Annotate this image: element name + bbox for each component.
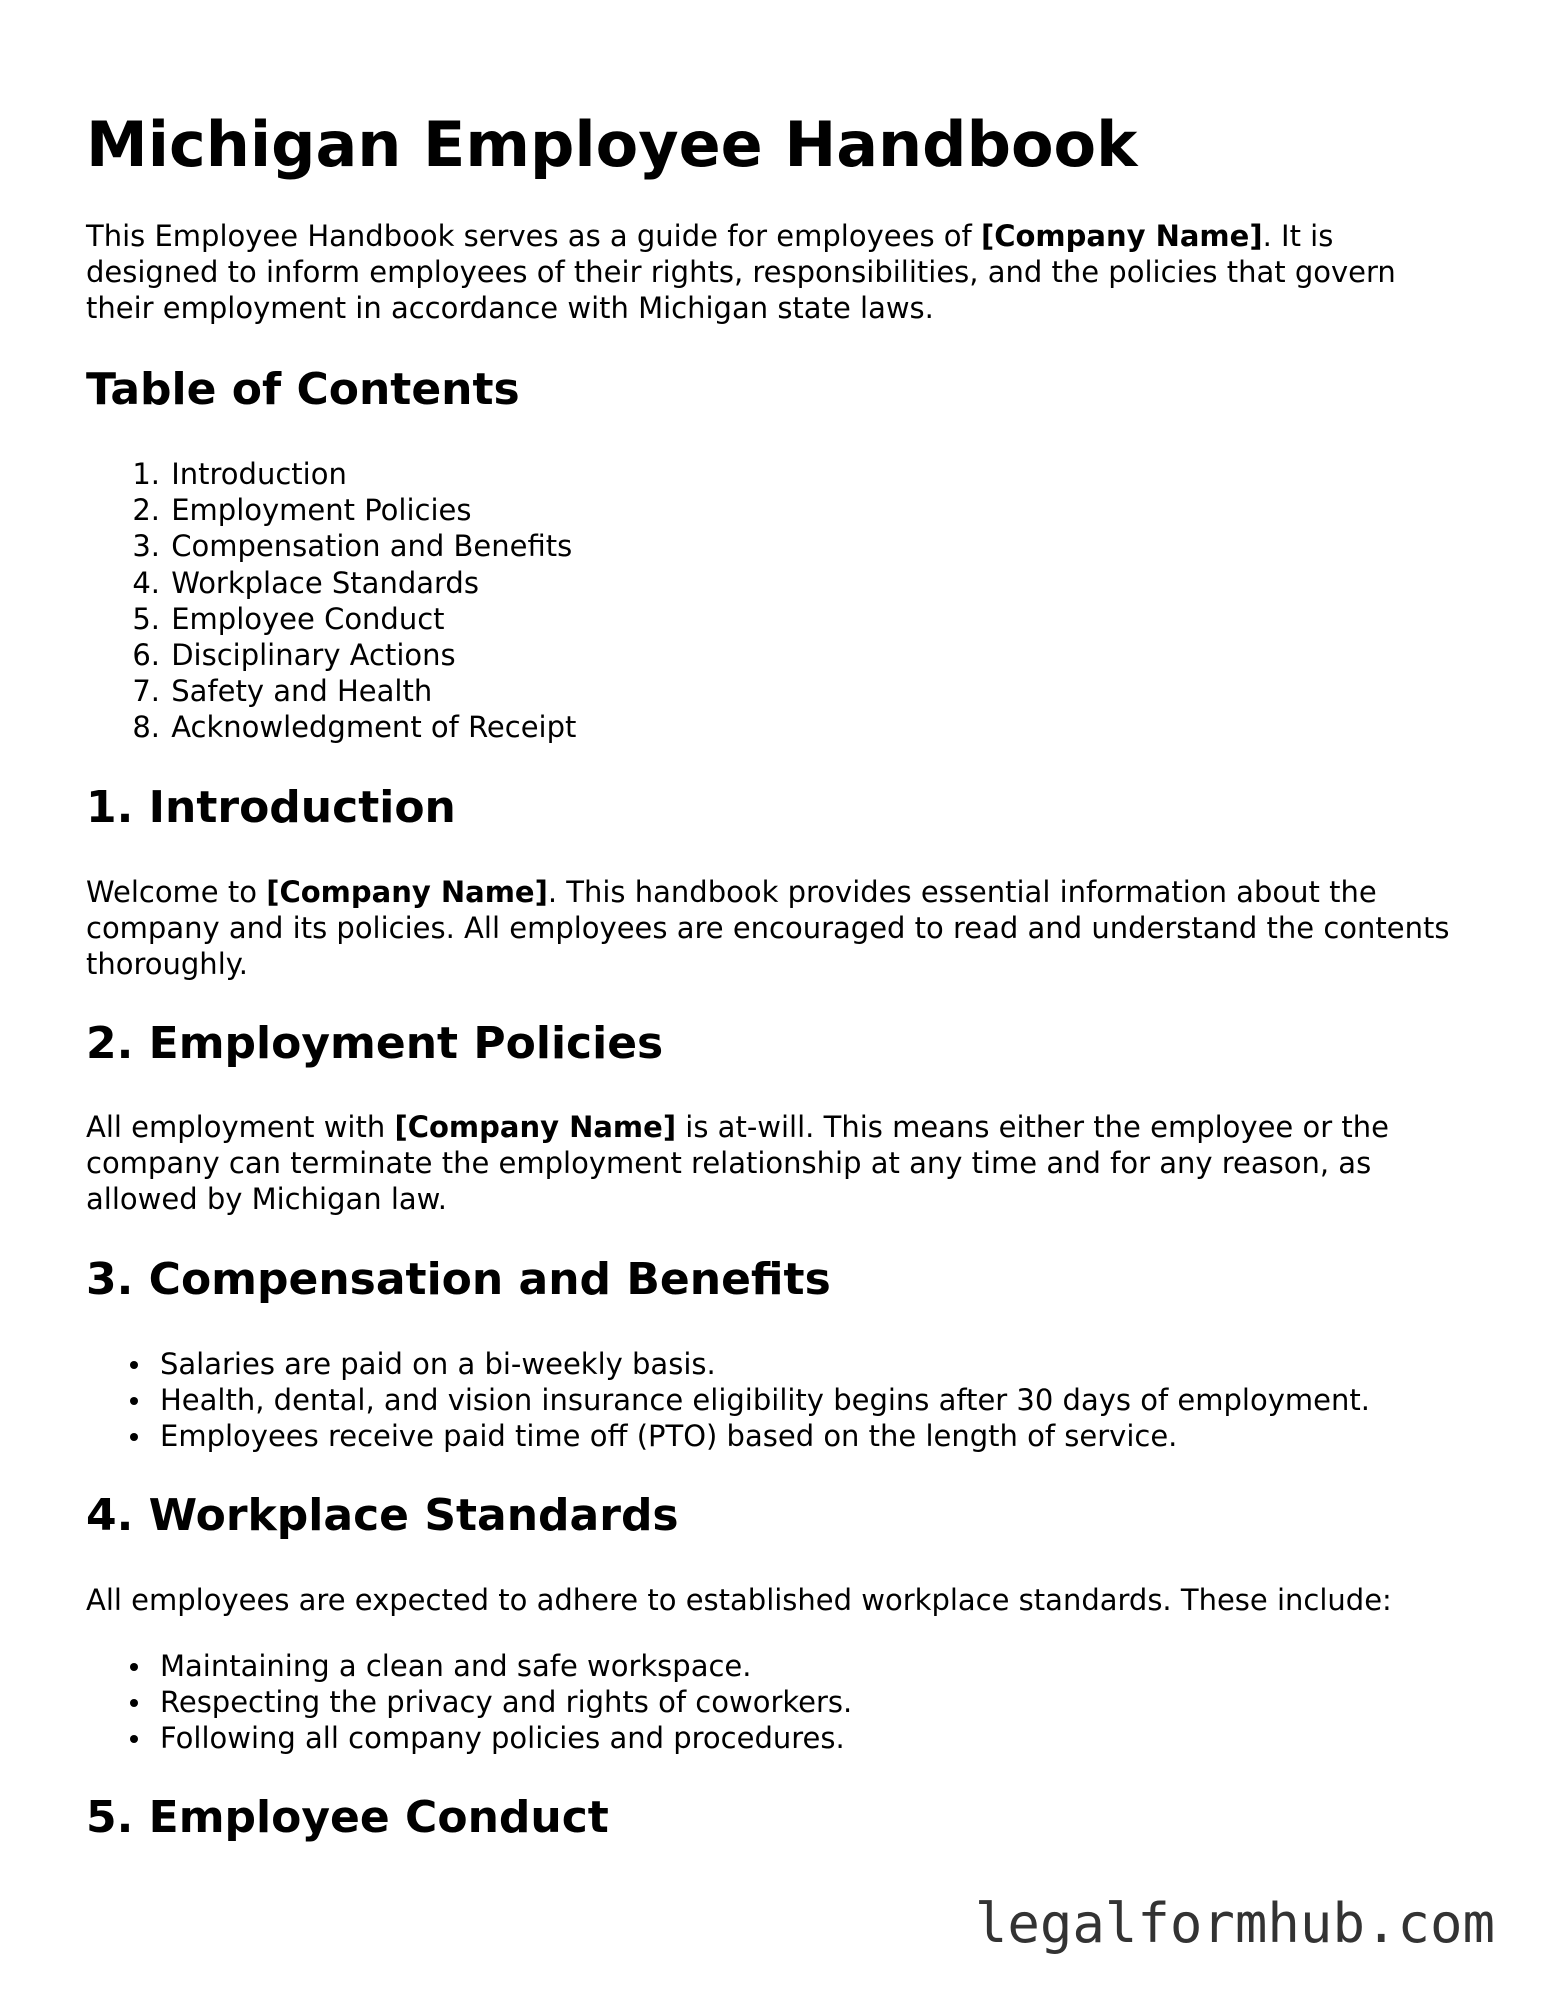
toc-item: 2. Employment Policies [132,493,472,528]
section-heading-employment-policies: 2. Employment Policies [86,1018,664,1069]
list-item: Respecting the privacy and rights of coworkers. [86,1684,852,1720]
toc-item: 5. Employee Conduct [132,601,445,636]
workplace-standards-intro: All employees are expected to adhere to established workplace standards. These include: [86,1583,1392,1617]
company-name-placeholder: [Company Name] [980,219,1263,253]
page-title: Michigan Employee Handbook [86,108,1138,181]
toc-item: 1. Introduction [132,457,347,491]
list-item: Salaries are paid on a bi-weekly basis. [86,1346,1370,1382]
section-heading-workplace-standards: 4. Workplace Standards [86,1490,679,1541]
company-name-placeholder: [Company Name] [266,875,548,909]
employment-policies-paragraph: All employment with [Company Name] is at-will. This means either the employee or the company can terminate the employment relationship at any time and for any reason, as allowed by Michigan law. [86,1110,1389,1217]
section-heading-compensation: 3. Compensation and Benefits [86,1254,831,1305]
workplace-standards-list [86,1648,852,1757]
intro-text-before: This Employee Handbook serves as a guide for employees of [86,219,981,253]
list-item: Following all company policies and procedures. [86,1720,852,1756]
compensation-list [86,1346,1370,1455]
section-heading-employee-conduct: 5. Employee Conduct [86,1792,609,1843]
toc-item: 8. Acknowledgment of Receipt [132,710,577,745]
section-heading-introduction: 1. Introduction [86,782,456,833]
toc-heading: Table of Contents [86,364,520,415]
toc-item: 3. Compensation and Benefits [132,529,573,564]
intro-text-after: . It is designed to inform employees of their rights, responsibilities, and the policies that govern their employment in accordance with Michigan state laws. [86,219,1396,326]
introduction-paragraph: Welcome to [Company Name]. This handbook provides essential information about the company and its policies. All employees are encouraged to read and understand the contents thoroughly. [86,875,1450,982]
toc-item: 7. Safety and Health [132,674,433,709]
intro-paragraph [86,218,1466,327]
list-item: Health, dental, and vision insurance eligibility begins after 30 days of employment. [86,1382,1370,1418]
list-item: Maintaining a clean and safe workspace. [86,1648,852,1684]
toc-item: 6. Disciplinary Actions [132,638,456,673]
company-name-placeholder: [Company Name] [394,1110,677,1144]
toc-item: 4. Workplace Standards [132,565,479,600]
toc-list [86,456,576,746]
watermark: legalformhub.com [974,1892,1495,1955]
list-item: Employees receive paid time off (PTO) based on the length of service. [86,1418,1370,1454]
